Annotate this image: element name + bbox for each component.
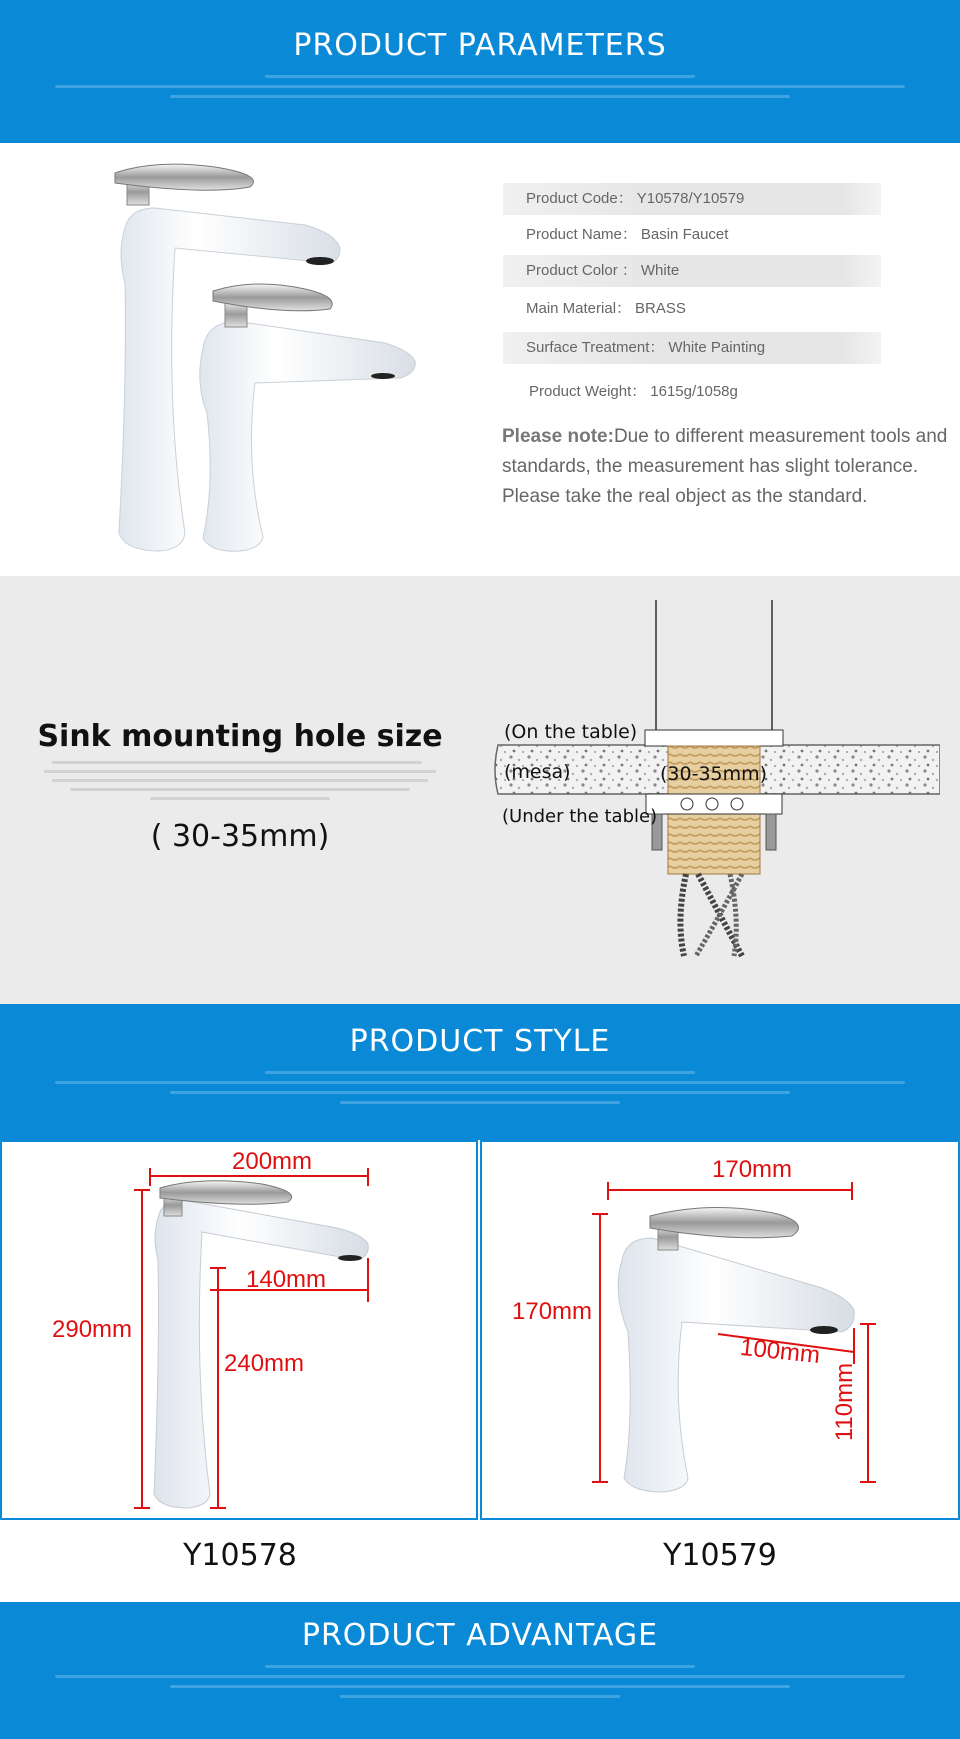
label-on-table: (On the table) [504,721,638,743]
decorative-text-line [170,1685,790,1688]
decorative-text-line [340,1695,620,1698]
dim-spout-y10578: 140mm [246,1266,327,1293]
param-row-main-material [503,293,881,325]
dim-spout-y10579: 100mm [738,1333,822,1370]
decorative-text-line [150,797,330,800]
faucet-pair-image [95,153,475,573]
sink-mounting-diagram [490,600,940,970]
decorative-text-line [70,788,410,791]
param-label: Product Weight： [529,383,647,400]
sink-hole-size: ( 30-35mm) [150,819,330,854]
decorative-text-line [170,95,790,98]
note-text: Due to different measurement tools and standards, the measurement has slight tolerance. Please take the real object as the standard. [502,426,948,507]
dim-spout-height-y10579: 110mm [831,1362,859,1442]
sink-mounting-title: Sink mounting hole size [37,719,443,754]
param-row-product-name [503,219,881,251]
product-style-section [0,1140,960,1602]
model-panel-y10579 [480,1140,960,1520]
param-value: Basin Faucet [640,226,729,243]
decorative-text-line [265,1665,695,1668]
param-value: 1615g/1058g [650,383,738,400]
param-label: Product Code： [526,190,633,207]
decorative-text-line [52,761,422,764]
model-label-y10579: Y10579 [663,1538,777,1573]
measurement-note [502,422,957,512]
decorative-text-line [55,1675,905,1678]
param-label: Main Material： [526,300,632,317]
dim-width-y10578: 200mm [232,1148,313,1175]
model-panel-y10578 [0,1140,478,1520]
dim-height-y10578: 290mm [52,1316,133,1343]
param-label: Product Name： [526,226,637,243]
model-label-y10578: Y10578 [183,1538,297,1573]
product-advantage-title: PRODUCT ADVANTAGE [301,1618,659,1653]
decorative-text-line [265,75,695,78]
decorative-text-line [55,1081,905,1084]
label-mesa: (mesa) [504,761,571,783]
decorative-text-line [340,1101,620,1104]
product-parameters-title: PRODUCT PARAMETERS [293,28,667,63]
decorative-text-line [44,770,436,773]
param-label: Surface Treatment： [526,339,665,356]
faucet-short-diagram [482,1142,958,1520]
param-value: White [640,262,680,279]
param-row-product-weight [503,376,881,408]
param-row-product-color [503,255,881,287]
param-value: BRASS [635,300,686,317]
label-under-table: (Under the table) [502,806,658,827]
dim-width-y10579: 170mm [712,1156,793,1183]
decorative-text-line [265,1071,695,1074]
note-label: Please note: [502,426,614,447]
sink-mounting-section [0,576,960,1004]
dim-height-y10579: 170mm [512,1298,593,1325]
decorative-text-line [170,1091,790,1094]
product-advantage-banner [0,1602,960,1739]
product-style-title: PRODUCT STYLE [349,1024,611,1059]
param-row-product-code [503,183,881,215]
decorative-text-line [52,779,428,782]
param-row-surface-treatment [503,332,881,364]
product-parameters-banner [0,0,960,143]
decorative-text-line [55,85,905,88]
param-value: Y10578/Y10579 [636,190,745,207]
dim-spout-height-y10578: 240mm [224,1350,305,1377]
param-label: Product Color ： [526,262,637,279]
product-parameters-section [0,143,960,576]
param-value: White Painting [668,339,766,356]
label-hole-size: (30-35mm) [660,763,768,785]
product-style-banner [0,1004,960,1140]
